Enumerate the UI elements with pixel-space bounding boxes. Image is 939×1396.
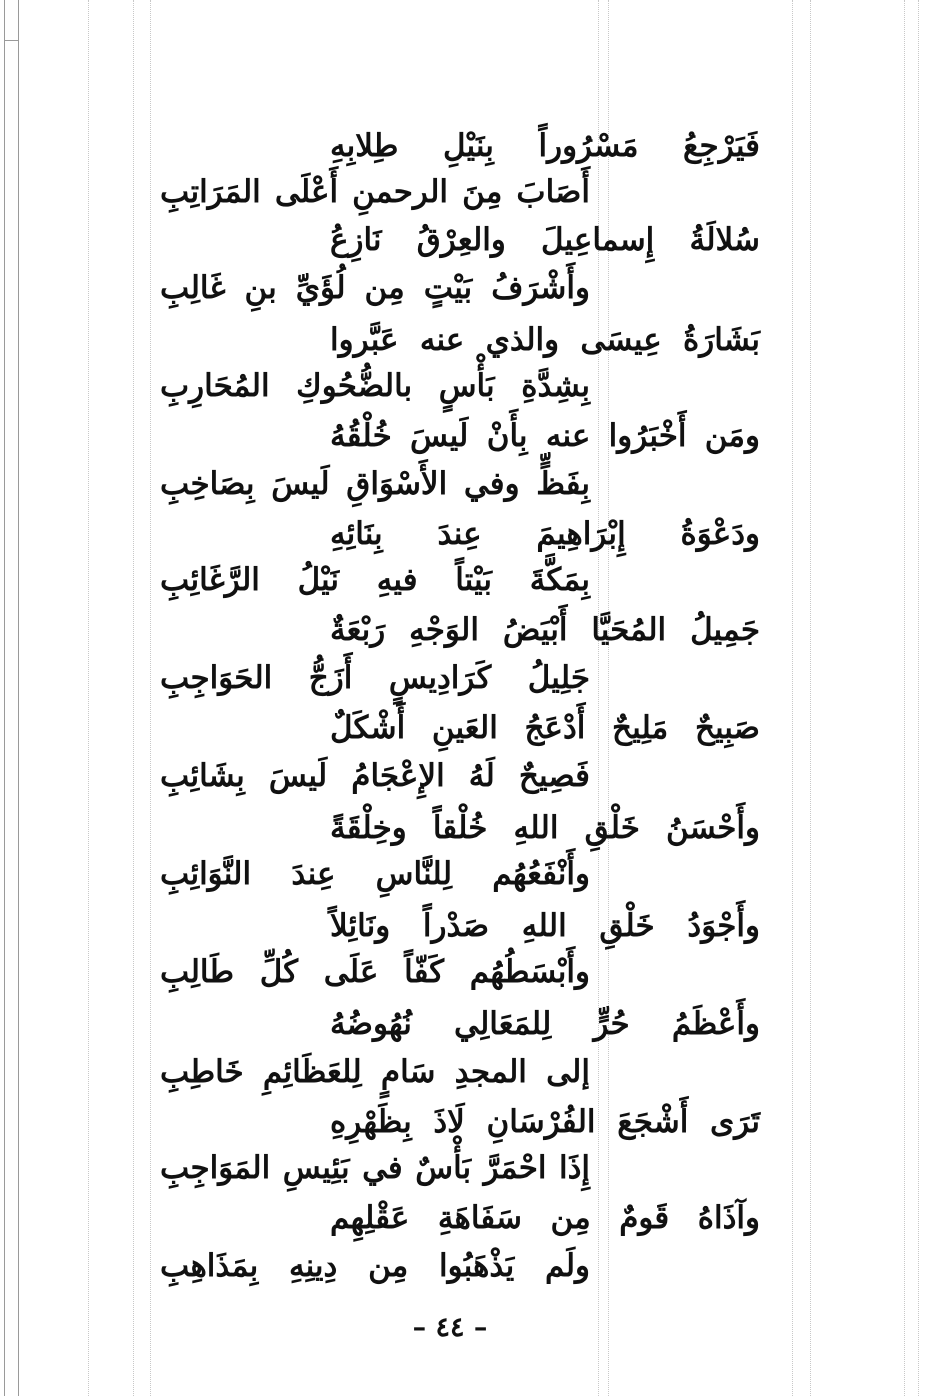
scan-corner-mark xyxy=(4,40,18,41)
scan-guide-line xyxy=(88,0,89,1396)
verse-second-hemistich: ولَم يَذْهَبُوا مِن دِينِهِ بِمَذَاهِبِ xyxy=(160,1248,590,1284)
scan-guide-line xyxy=(133,0,134,1396)
verse-first-hemistich: بَشَارَةُ عِيسَى والذي عنه عَبَّروا xyxy=(330,322,760,358)
verse-first-hemistich: صَبِيحٌ مَلِيحٌ أَدْعَجُ العَينِ أَشْكَلٌ xyxy=(330,710,760,746)
verse-first-hemistich: وأَعْظَمُ حُرٍّ لِلمَعَالِي نُهُوضُهُ xyxy=(330,1006,760,1042)
verse-second-hemistich: أَصَابَ مِنَ الرحمنِ أَعْلَى المَرَاتِبِ xyxy=(160,174,590,210)
scan-edge-line xyxy=(4,0,5,1396)
verse-first-hemistich: وأَحْسَنُ خَلْقِ اللهِ خُلْقاً وخِلْقَةً xyxy=(330,810,760,846)
verse-second-hemistich: وأَشْرَفُ بَيْتٍ مِن لُؤَيِّ بنِ غَالِبِ xyxy=(160,270,590,306)
scan-edge-line xyxy=(18,0,19,1396)
scan-guide-line xyxy=(810,0,811,1396)
verse-second-hemistich: فَصِيحٌ لَهُ الإِعْجَامُ لَيسَ بِشَائِبِ xyxy=(160,758,590,794)
verse-first-hemistich: جَمِيلُ المُحَيَّا أَبْيَضُ الوَجْهِ رَبْعَةٌ xyxy=(330,612,760,648)
scan-guide-line xyxy=(598,0,599,1396)
scan-guide-line xyxy=(150,0,151,1396)
verse-second-hemistich: بِشِدَّةِ بَأْسٍ بالضُّحُوكِ المُحَارِبِ xyxy=(160,368,590,404)
verse-second-hemistich: إلى المجدِ سَامٍ لِلعَظَائِمِ خَاطِبِ xyxy=(160,1054,590,1090)
verse-first-hemistich: تَرَى أَشْجَعَ الفُرْسَانِ لَاذَ بِظَهْرِهِ xyxy=(330,1104,760,1140)
verse-first-hemistich: فَيَرْجِعُ مَسْرُوراً بِنَيْلِ طِلابِهِ xyxy=(330,128,760,164)
verse-second-hemistich: إِذَا احْمَرَّ بَأْسٌ في بَئِيسِ المَوَاجِبِ xyxy=(160,1150,590,1186)
verse-first-hemistich: ومَن أَخْبَرُوا عنه بِأَنْ لَيسَ خُلْقُهُ xyxy=(330,418,760,454)
verse-second-hemistich: وأَنْفَعُهُم لِلنَّاسِ عِندَ النَّوَائِبِ xyxy=(160,856,590,892)
scan-guide-line xyxy=(904,0,905,1396)
verse-first-hemistich: ودَعْوَةُ إِبْرَاهِيمَ عِندَ بِنَائِهِ xyxy=(330,516,760,552)
verse-second-hemistich: بِمَكَّةَ بَيْتاً فيهِ نَيْلُ الرَّغَائِبِ xyxy=(160,562,590,598)
verse-second-hemistich: جَلِيلُ كَرَادِيسٍ أَزَجُّ الحَوَاجِبِ xyxy=(160,660,590,696)
scan-guide-line xyxy=(792,0,793,1396)
verse-first-hemistich: وآذَاهُ قَومٌ مِن سَفَاهَةِ عَقْلِهِم xyxy=(330,1200,760,1236)
verse-second-hemistich: بِفَظٍّ وفي الأَسْوَاقِ لَيسَ بِصَاخِبِ xyxy=(160,466,590,502)
scan-guide-line xyxy=(608,0,609,1396)
verse-first-hemistich: سُلالَةُ إِسماعِيلَ والعِرْقُ نَازِعُ xyxy=(330,222,760,258)
verse-second-hemistich: وأَبْسَطُهُم كَفّاً عَلَى كُلِّ طَالِبِ xyxy=(160,954,590,990)
verse-first-hemistich: وأَجْوَدُ خَلْقِ اللهِ صَدْراً ونَائِلاً xyxy=(330,908,760,944)
scan-guide-line xyxy=(918,0,919,1396)
page-number: – ٤٤ – xyxy=(412,1312,488,1343)
